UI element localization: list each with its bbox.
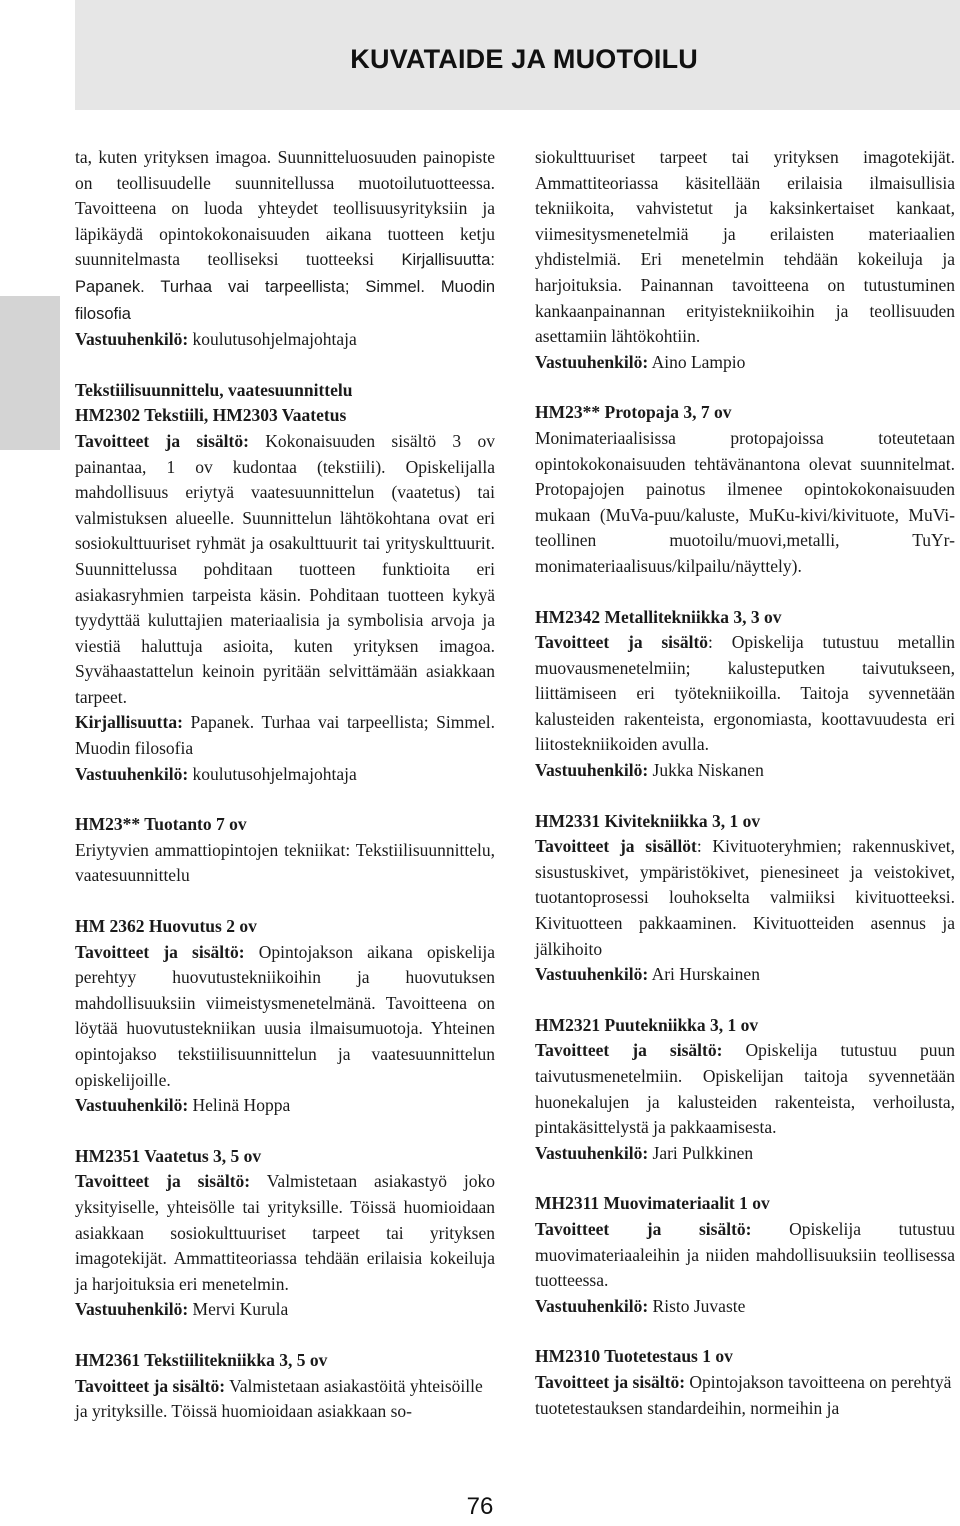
course-responsible xyxy=(535,350,955,376)
course-heading: HM2351 Vaatetus 3, 5 ov xyxy=(75,1145,262,1166)
goals-label: Tavoitteet ja sisältö: xyxy=(75,1375,226,1396)
intro-responsible xyxy=(75,327,495,353)
page-number: 76 xyxy=(466,1493,494,1520)
course-description xyxy=(75,429,495,711)
goals-label: Tavoitteet ja sisältö: xyxy=(535,1040,723,1061)
goals-label: Tavoitteet ja sisältö: xyxy=(75,430,249,451)
goals-label: Tavoitteet ja sisältö: xyxy=(75,1171,251,1192)
course-responsible xyxy=(535,1141,955,1167)
header-band xyxy=(75,0,960,110)
course-heading: HM2331 Kivitekniikka 3, 1 ov xyxy=(535,810,761,831)
goals-text: Opiskelija tutustuu muovimateriaaleihin ja niiden mahdollisuuksiin teollisessa tuotteessa. xyxy=(535,1218,955,1291)
responsible-name: Mervi Kurula xyxy=(188,1299,289,1320)
goals-text: : Opiskelija tutustuu metallin muovausmenetelmiin; kalusteputken taivutukseen, liittämiseen eri työtekniikoilla. Taitoja syvennetään kalusteiden rakenteista, ergonomiasta, koottavuudesta eri liitostekniikoiden avulla. xyxy=(535,632,955,755)
course-responsible xyxy=(75,1093,495,1119)
goals-label: Tavoitteet ja sisältö: xyxy=(75,941,245,962)
goals-text: Opintojakson aikana opiskelija perehtyy huovutustekniikoihin ja huovutuksen mahdollisuuksiin viimeistysmenetelmänä. Tavoitteena on löytää huovutustekniikan uusia ilmaisumuotoja. Yhteinen opintojakso tekstiilisuunnittelun ja vaatesuunnittelun opiskelijoille. xyxy=(75,941,495,1090)
intro-literature-label: Kirjallisuutta: xyxy=(401,251,495,270)
course-description xyxy=(535,834,955,962)
responsible-name: Helinä Hoppa xyxy=(188,1095,291,1116)
course-description: Eriytyvien ammattiopintojen tekniikat: Tekstiilisuunnittelu, vaatesuunnittelu xyxy=(75,839,495,886)
responsible-name: Risto Juvaste xyxy=(648,1295,746,1316)
goals-text: : Kivituoteryhmien; rakennuskivet, sisustuskivet, ympäristökivet, pienesineet ja veistokivet, tuotantoprosessi louhokselta valmiiksi kivituotteeksi. Kivituotteen pakkaaminen. Kivituotteiden asennus ja jälkihoito xyxy=(535,836,955,959)
course-heading: HM2302 Tekstiili, HM2303 Vaatetus xyxy=(75,405,347,426)
course-responsible xyxy=(75,762,495,788)
responsible-label: Vastuuhenkilö: xyxy=(75,1095,189,1116)
course-heading: Tekstiilisuunnittelu, vaatesuunnittelu xyxy=(75,379,353,400)
right-column xyxy=(535,145,955,1421)
responsible-name: Aino Lampio xyxy=(648,351,746,372)
responsible-label: Vastuuhenkilö: xyxy=(535,351,649,372)
course-description xyxy=(535,1038,955,1140)
course-description xyxy=(75,1374,495,1425)
course-responsible xyxy=(535,758,955,784)
course-heading: MH2311 Muovimateriaalit 1 ov xyxy=(535,1193,770,1214)
course-heading: HM2342 Metallitekniikka 3, 3 ov xyxy=(535,606,782,627)
course-heading: HM23** Tuotanto 7 ov xyxy=(75,814,247,835)
responsible-label: Vastuuhenkilö: xyxy=(535,964,649,985)
goals-label: Tavoitteet ja sisällöt xyxy=(535,836,697,857)
page-title: KUVATAIDE JA MUOTOILU xyxy=(350,44,698,74)
course-description: Monimateriaalisissa protopajoissa toteutetaan opintokokonaisuuden tehtävänantona olevat suunnitelmat. Protopajojen painotus ilmenee opintokokonaisuuden mukaan (MuVa-puu/kaluste, MuKu-kivi/kivituote, MuVi-teollinen muotoilu/muovi,metalli, TuYr-monimateriaalisuus/kilpailu/näyttely). xyxy=(535,427,955,576)
goals-text: Valmistetaan asiakastöitä yhteisöille ja yrityksille. Töissä huomioidaan asiakkaan so- xyxy=(75,1375,483,1422)
literature-label: Kirjallisuutta: xyxy=(75,712,183,733)
responsible-label: Vastuuhenkilö: xyxy=(75,763,189,784)
goals-label: Tavoitteet ja sisältö: xyxy=(535,1218,752,1239)
goals-text: Opiskelija tutustuu puun taivutusmenetelmiin. Opiskelijan taitoja syvennetään huonekalujen ja kalusteiden rakenteista, verhoilusta, pintakäsittelystä ja pakkaamisesta. xyxy=(535,1040,955,1138)
intro-text: ta, kuten yrityksen imagoa. Suunnitteluosuuden painopiste on teollisuudelle suunnitellussa muotoilutuotteessa. Tavoitteena on luoda yhteydet teollisuusyrityksiin ja läpikäydä opintokokonaisuuden aikana tuotteen ketju suunnitelmasta teolliseksi tuotteeksi xyxy=(75,147,495,270)
course-description xyxy=(75,940,495,1094)
course-description-continued: siokulttuuriset tarpeet tai yrityksen imagotekijät. Ammattiteoriassa käsitellään erilaisia ilmaisullisia tekniikoita, vahvistetut ja kaksinkertaiset kankaat, viimesitysmenetelmiä ja erilaisten materiaalien yhdistelmiä. Eri menetelmin tehdään kokeiluja ja harjoituksia. Painannan tavoitteena on tutustuminen kankaanpainannan erityistekniikoihin ja teollisuuden asettamiin lähtökohtiin. xyxy=(535,147,955,347)
literature-text: Papanek. Turhaa vai tarpeellista; Simmel. Muodin filosofia xyxy=(75,712,495,759)
goals-text: Kokonaisuuden sisältö 3 ov painantaa, 1 ov kudontaa (tekstiili). Opiskelijalla mahdollisuus eriytyä vaatesuunnittelun (vaatetus) tai valmistuksen alueelle. Suunnittelun lähtökohtana ovat eri sosiokulttuuriset ryhmät ja osakulttuurit tai yrityskulttuurit. Suunnittelussa pohditaan tuotteen funktioita eri asiakasryhmien tarpeista käsin. Pohditaan tuotteen kykyä tyydyttää kuluttajien materiaalisia ja symbolisia arvoja ja viestiä haluttuja asioita, kuten yrityksen imagoa. Syvähaastattelun keinoin pyritään selvittämään asiakkaan tarpeet. xyxy=(75,430,495,707)
course-description xyxy=(535,1370,955,1421)
responsible-label: Vastuuhenkilö: xyxy=(535,760,649,781)
left-column xyxy=(75,145,495,1425)
intro-literature-text: Papanek. Turhaa vai tarpeellista; Simmel. Muodin filosofia xyxy=(75,277,495,323)
responsible-name: Jukka Niskanen xyxy=(648,760,764,781)
course-responsible xyxy=(75,1297,495,1323)
course-heading: HM 2362 Huovutus 2 ov xyxy=(75,916,257,937)
course-responsible xyxy=(535,962,955,988)
goals-text: Valmistetaan asiakastyö joko yksityiselle, yhteisölle tai yrityksille. Töissä huomioidaan asiakkaan sosiokulttuuriset tarpeet tai yrityksen imagotekijät. Ammattiteoriassa tehdään erilaisia kokeiluja ja harjoituksia eri menetelmin. xyxy=(75,1171,495,1294)
goals-text: Opintojakson tavoitteena on perehtyä tuotetestauksen standardeihin, normeihin ja xyxy=(535,1371,952,1418)
course-heading: HM2361 Tekstiilitekniikka 3, 5 ov xyxy=(75,1349,328,1370)
intro-paragraph xyxy=(75,145,495,327)
course-heading: HM23** Protopaja 3, 7 ov xyxy=(535,402,732,423)
responsible-label: Vastuuhenkilö: xyxy=(75,1299,189,1320)
course-literature xyxy=(75,710,495,761)
responsible-name: koulutusohjelmajohtaja xyxy=(188,763,357,784)
course-heading: HM2321 Puutekniikka 3, 1 ov xyxy=(535,1014,759,1035)
responsible-label: Vastuuhenkilö: xyxy=(535,1142,649,1163)
side-tab-marker xyxy=(0,296,60,450)
responsible-name: Jari Pulkkinen xyxy=(648,1142,754,1163)
course-description xyxy=(535,1217,955,1294)
responsible-label: Vastuuhenkilö: xyxy=(75,329,189,350)
course-description xyxy=(75,1169,495,1297)
goals-label: Tavoitteet ja sisältö: xyxy=(535,1371,686,1392)
goals-label: Tavoitteet ja sisältö xyxy=(535,632,709,653)
responsible-name: Ari Hurskainen xyxy=(648,964,760,985)
responsible-name: koulutusohjelmajohtaja xyxy=(188,329,357,350)
course-description xyxy=(535,630,955,758)
responsible-label: Vastuuhenkilö: xyxy=(535,1295,649,1316)
course-heading: HM2310 Tuotetestaus 1 ov xyxy=(535,1346,733,1367)
course-responsible xyxy=(535,1294,955,1320)
